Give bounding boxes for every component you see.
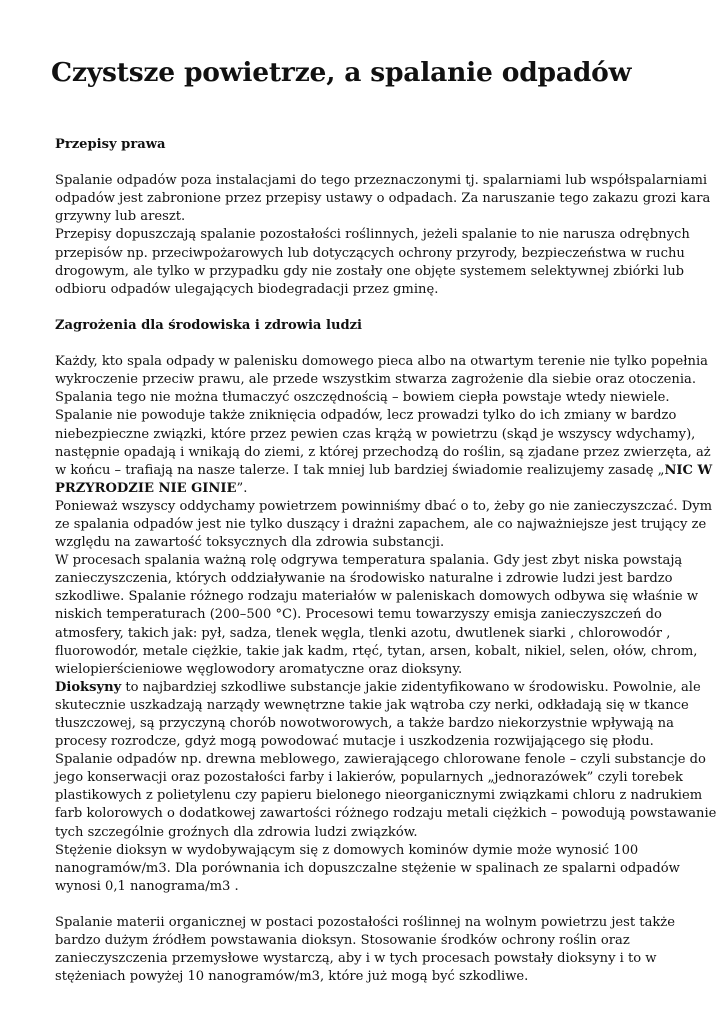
- text-line: jego konserwacji oraz pozostałości farby i lakierów, popularnych „jednorazówek” czyli torebek: [55, 770, 683, 786]
- text-line: Spalanie odpadów poza instalacjami do tego przeznaczonymi tj. spalarniami lub współspalarniami: [55, 173, 708, 189]
- text-line: nanogramów/m3. Dla porównania ich dopuszczalne stężenie w spalinach ze spalarni odpadów: [55, 860, 680, 876]
- text-line: Każdy, kto spala odpady w palenisku domowego pieca albo na otwartym terenie nie tylko popełnia: [55, 354, 708, 370]
- motto-bold-text-2: PRZYRODZIE NIE GINIE: [55, 480, 237, 496]
- text-line: szkodliwe. Spalanie różnego rodzaju materiałów w paleniskach domowych odbywa się właśnie w: [55, 589, 699, 605]
- text-line: wynosi 0,1 nanograma/m3 .: [55, 878, 239, 894]
- text-line: atmosfery, takich jak: pył, sadza, tlenek węgla, tlenki azotu, dwutlenek siarki , chlorowodór ,: [55, 625, 671, 641]
- text-line: przepisów np. przeciwpożarowych lub dotyczących ochrony przyrody, bezpieczeństwa w ruchu: [55, 245, 685, 261]
- blank-line: [55, 896, 675, 914]
- text-line: stężeniach powyżej 10 nanogramów/m3, które już mogą być szkodliwe.: [55, 969, 529, 985]
- page-title: Czystsze powietrze, a spalanie odpadów: [51, 57, 632, 88]
- motto-line: [55, 462, 713, 480]
- text-line: niskich temperaturach (200–500 °C). Procesowi temu towarzyszy emisja zanieczyszczeń do: [55, 607, 662, 623]
- text-line: grzywny lub areszt.: [55, 209, 186, 225]
- text-line: procesy rozrodcze, gdyż mogą powodować mutacje i uszkodzenia rozwijającego się płodu.: [55, 734, 654, 750]
- motto-lead-text: w końcu – trafiają na nasze talerze. I tak mniej lub bardziej świadomie realizujemy zasadę „: [55, 462, 665, 478]
- text-line: Spalania tego nie można tłumaczyć oszczędnością – bowiem ciepła powstaje wtedy niewiele.: [55, 390, 670, 406]
- text-line: tych szczególnie groźnych dla zdrowia ludzi związków.: [55, 824, 418, 840]
- hazards-paragraph: [55, 353, 717, 986]
- motto-line-2: [55, 480, 675, 498]
- text-line: Spalanie materii organicznej w postaci pozostałości roślinnej na wolnym powietrzu jest także: [55, 915, 675, 931]
- text-line: wielopierścieniowe węglowodory aromatyczne oraz dioksyny.: [55, 661, 463, 677]
- text-line: Stężenie dioksyn w wydobywającym się z domowych kominów dymie może wynosić 100: [55, 842, 639, 858]
- dioxins-line: [55, 679, 701, 697]
- text-line: tłuszczowej, są przyczyną chorób nowotworowych, a także bardzo niekorzystnie wpływają na: [55, 716, 674, 731]
- motto-tail-text: ”.: [236, 480, 248, 496]
- text-line: ze spalania odpadów jest nie tylko duszący i drażni zapachem, ale co najważniejsze jest trujący ze: [55, 516, 707, 532]
- text-line: niebezpieczne związki, które przez pewien czas krążą w powietrzu (skąd je wszyscy wdychamy),: [55, 426, 696, 442]
- text-line: farb kolorowych o dodatkowej zawartości różnego rodzaju metali ciężkich – powodują powstawanie: [55, 806, 717, 822]
- text-line: fluorowodór, metale ciężkie, takie jak kadm, rtęć, tytan, arsen, kobalt, nikiel, selen, ołów, chrom,: [55, 643, 698, 659]
- text-line: Ponieważ wszyscy oddychamy powietrzem powinniśmy dbać o to, żeby go nie zanieczyszczać. Dym: [55, 498, 713, 514]
- law-paragraph: [55, 172, 711, 299]
- text-line: bardzo dużym źródłem powstawania dioksyn. Stosowanie środków ochrony roślin oraz: [55, 933, 630, 949]
- text-line: odbioru odpadów ulegających biodegradacji przez gminę.: [55, 281, 439, 297]
- dioxins-rest-text: to najbardziej szkodliwe substancje jakie zidentyfikowano w środowisku. Powolnie, ale: [121, 679, 701, 695]
- text-line: W procesach spalania ważną rolę odgrywa temperatura spalania. Gdy jest zbyt niska powstają: [55, 553, 683, 569]
- text-line: odpadów jest zabronione przez przepisy ustawy o odpadach. Za naruszanie tego zakazu grozi kara: [55, 191, 711, 207]
- text-line: skutecznie uszkadzają narządy wewnętrzne takie jak wątroba czy nerki, odkładają się w tkance: [55, 697, 689, 713]
- text-line: zanieczyszczenia przemysłowe wystarczą, aby i w tych procesach powstały dioksyny i to w: [55, 951, 657, 967]
- text-line: Przepisy dopuszczają spalanie pozostałości roślinnych, jeżeli spalanie to nie narusza odrębnych: [55, 227, 690, 243]
- text-line: następnie opadają i wnikają do ziemi, z której przechodzą do roślin, są zjadane przez zwierzęta, aż: [55, 444, 711, 460]
- document-body: [55, 136, 717, 1005]
- section-heading-hazards: Zagrożenia dla środowiska i zdrowia ludzi: [55, 317, 363, 333]
- text-line: drogowym, ale tylko w przypadku gdy nie zostały one objęte systemem selektywnej zbiórki lub: [55, 263, 685, 279]
- text-line: plastikowych z polietylenu czy papieru bielonego nieorganicznymi związkami chloru z nadrukiem: [55, 788, 703, 804]
- text-line: Spalanie nie powoduje także zniknięcia odpadów, lecz prowadzi tylko do ich zmiany w bardzo: [55, 408, 677, 424]
- text-line: zanieczyszczenia, których oddziaływanie na środowisko naturalne i zdrowie ludzi jest bardzo: [55, 571, 673, 587]
- section-heading-law: Przepisy prawa: [55, 137, 166, 152]
- dioxins-bold-text: Dioksyny: [55, 679, 122, 695]
- text-line: względu na zawartość toksycznych dla zdrowia substancji.: [55, 535, 445, 551]
- motto-bold-text: NIC W: [664, 462, 713, 478]
- text-line: Spalanie odpadów np. drewna meblowego, zawierającego chlorowane fenole – czyli substancje do: [55, 752, 706, 768]
- text-line: wykroczenie przeciw prawu, ale przede wszystkim stwarza zagrożenie dla siebie oraz otoczenia.: [55, 372, 696, 388]
